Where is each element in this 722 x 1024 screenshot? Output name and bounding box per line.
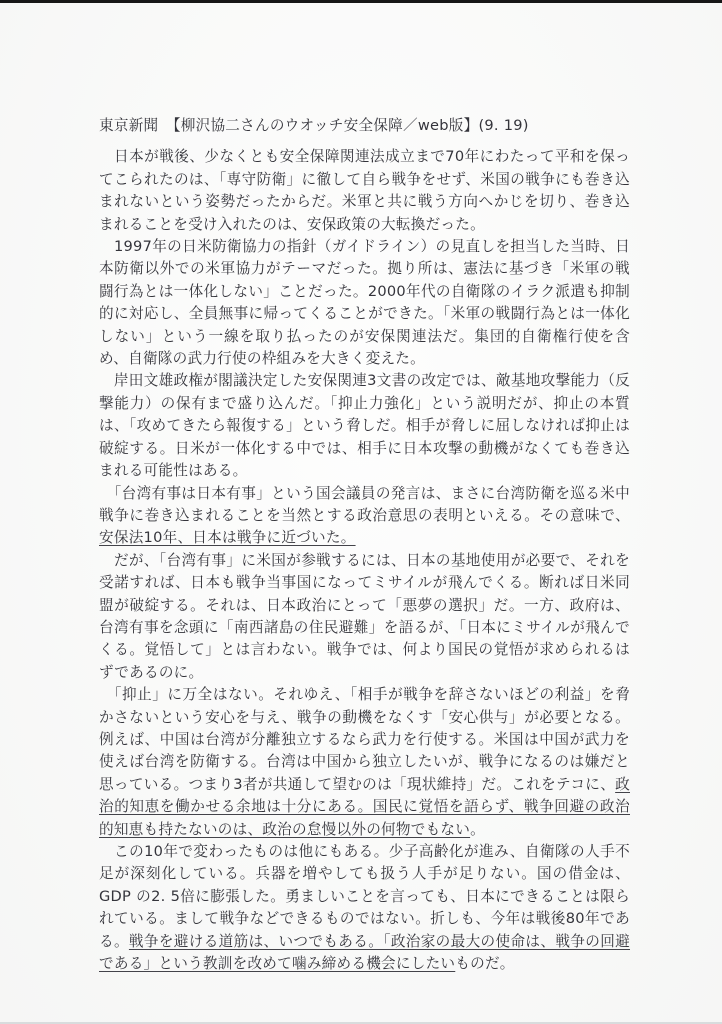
- underlined-text-segment: 戦争を避ける道筋は、いつでもある。「政治家の最大の使命は、戦争の回避である」という教訓を改めて噛み締める機会にしたい: [99, 932, 630, 973]
- article-paragraph: [99, 550, 630, 684]
- article-source-line: 東京新聞 【柳沢協二さんのウオッチ安全保障／web版】(9. 19): [99, 117, 529, 134]
- article-paragraph: [99, 684, 630, 841]
- article-paragraph: [99, 370, 630, 482]
- article-paragraph: [99, 236, 630, 370]
- text-segment: 「台湾有事は日本有事」という国会議員の発言は、まさに台湾防衛を巡る米中戦争に巻き込まれることを当然とする政治意思の表明といえる。その意味で、: [99, 484, 630, 524]
- article-body: [99, 146, 630, 975]
- text-segment: 。: [470, 820, 485, 838]
- underlined-text-segment: 安保法10年、日本は戦争に近づいた。: [99, 529, 356, 547]
- article-paragraph: [99, 146, 630, 236]
- text-segment: 日本が戦後、少なくとも安全保障関連法成立まで70年にわたって平和を保ってこられたのは、「専守防衛」に徹して自ら戦争をせず、米国の戦争にも巻き込まれないという姿勢だったからだ。米軍と共に戦う方向へかじを切り、巻き込まれることを受け入れたのは、安保政策の大転換だった。: [99, 148, 630, 233]
- text-segment: だが、「台湾有事」に米国が参戦するには、日本の基地使用が必要で、それを受諾すれば、日本も戦争当事国になってミサイルが飛んでくる。断れば日米同盟が破綻する。それは、日本政治にとって「悪夢の選択」だ。一方、政府は、台湾有事を念頭に「南西諸島の住民避難」を語るが、「日本にミサイルが飛んでくる。覚悟して」とは言わない。戦争では、何より国民の覚悟が求められるはずであるのに。: [99, 551, 630, 681]
- text-segment: この10年で変わったものは他にもある。少子高齢化が進み、自衛隊の人手不足が深刻化している。兵器を増やしても扱う人手が足りない。国の借金は、GDP の2. 5倍に膨張した。勇ましいことを言っても、日本にできることは限られている。まして戦争などできるものではない。折しも、今年は戦後80年である。: [99, 843, 630, 950]
- scanned-article: [99, 115, 630, 975]
- article-paragraph: [99, 483, 630, 550]
- underlined-text-segment: 政治的知恵を働かせる余地は十分にある。国民に覚悟を語らず、戦争回避の政治的知恵も持たないのは、政治の怠慢以外の何物でもない: [99, 775, 630, 838]
- text-segment: 「抑止」に万全はない。それゆえ、「相手が戦争を辞さないほどの利益」を脅かさないという安心を与え、戦争の動機をなくす「安心供与」が必要となる。例えば、中国は台湾が分離独立するなら武力を行使する。米国は中国が武力を使えば台湾を防衛する。台湾は中国から独立したいが、戦争になるのは嫌だと思っている。つまり3者が共通して望むのは「現状維持」だ。これをテコに、: [99, 686, 630, 793]
- text-segment: 1997年の日米防衛協力の指針（ガイドライン）の見直しを担当した当時、日本防衛以外での米軍協力がテーマだった。拠り所は、憲法に基づき「米軍の戦闘行為とは一体化しない」ことだった。2000年代の自衛隊のイラク派遣も抑制的に対応し、全員無事に帰ってくることができた。「米軍の戦闘行為とは一体化しない」という一線を取り払ったのが安保関連法だ。集団的自衛権行使を含め、自衛隊の武力行使の枠組みを大きく変えた。: [99, 238, 630, 368]
- article-paragraph: [99, 841, 630, 975]
- text-segment: ものだ。: [455, 955, 515, 973]
- scanner-edge-artifact-top: [0, 0, 722, 3]
- text-segment: 岸田文雄政権が閣議決定した安保関連3文書の改定では、敵基地攻撃能力（反撃能力）の保有まで盛り込んだ。「抑止力強化」という説明だが、抑止の本質は、「攻めてきたら報復する」という脅しだ。相手が脅しに屈しなければ抑止は破綻する。日米が一体化する中では、相手に日本攻撃の動機がなくても巻き込まれる可能性はある。: [99, 372, 630, 480]
